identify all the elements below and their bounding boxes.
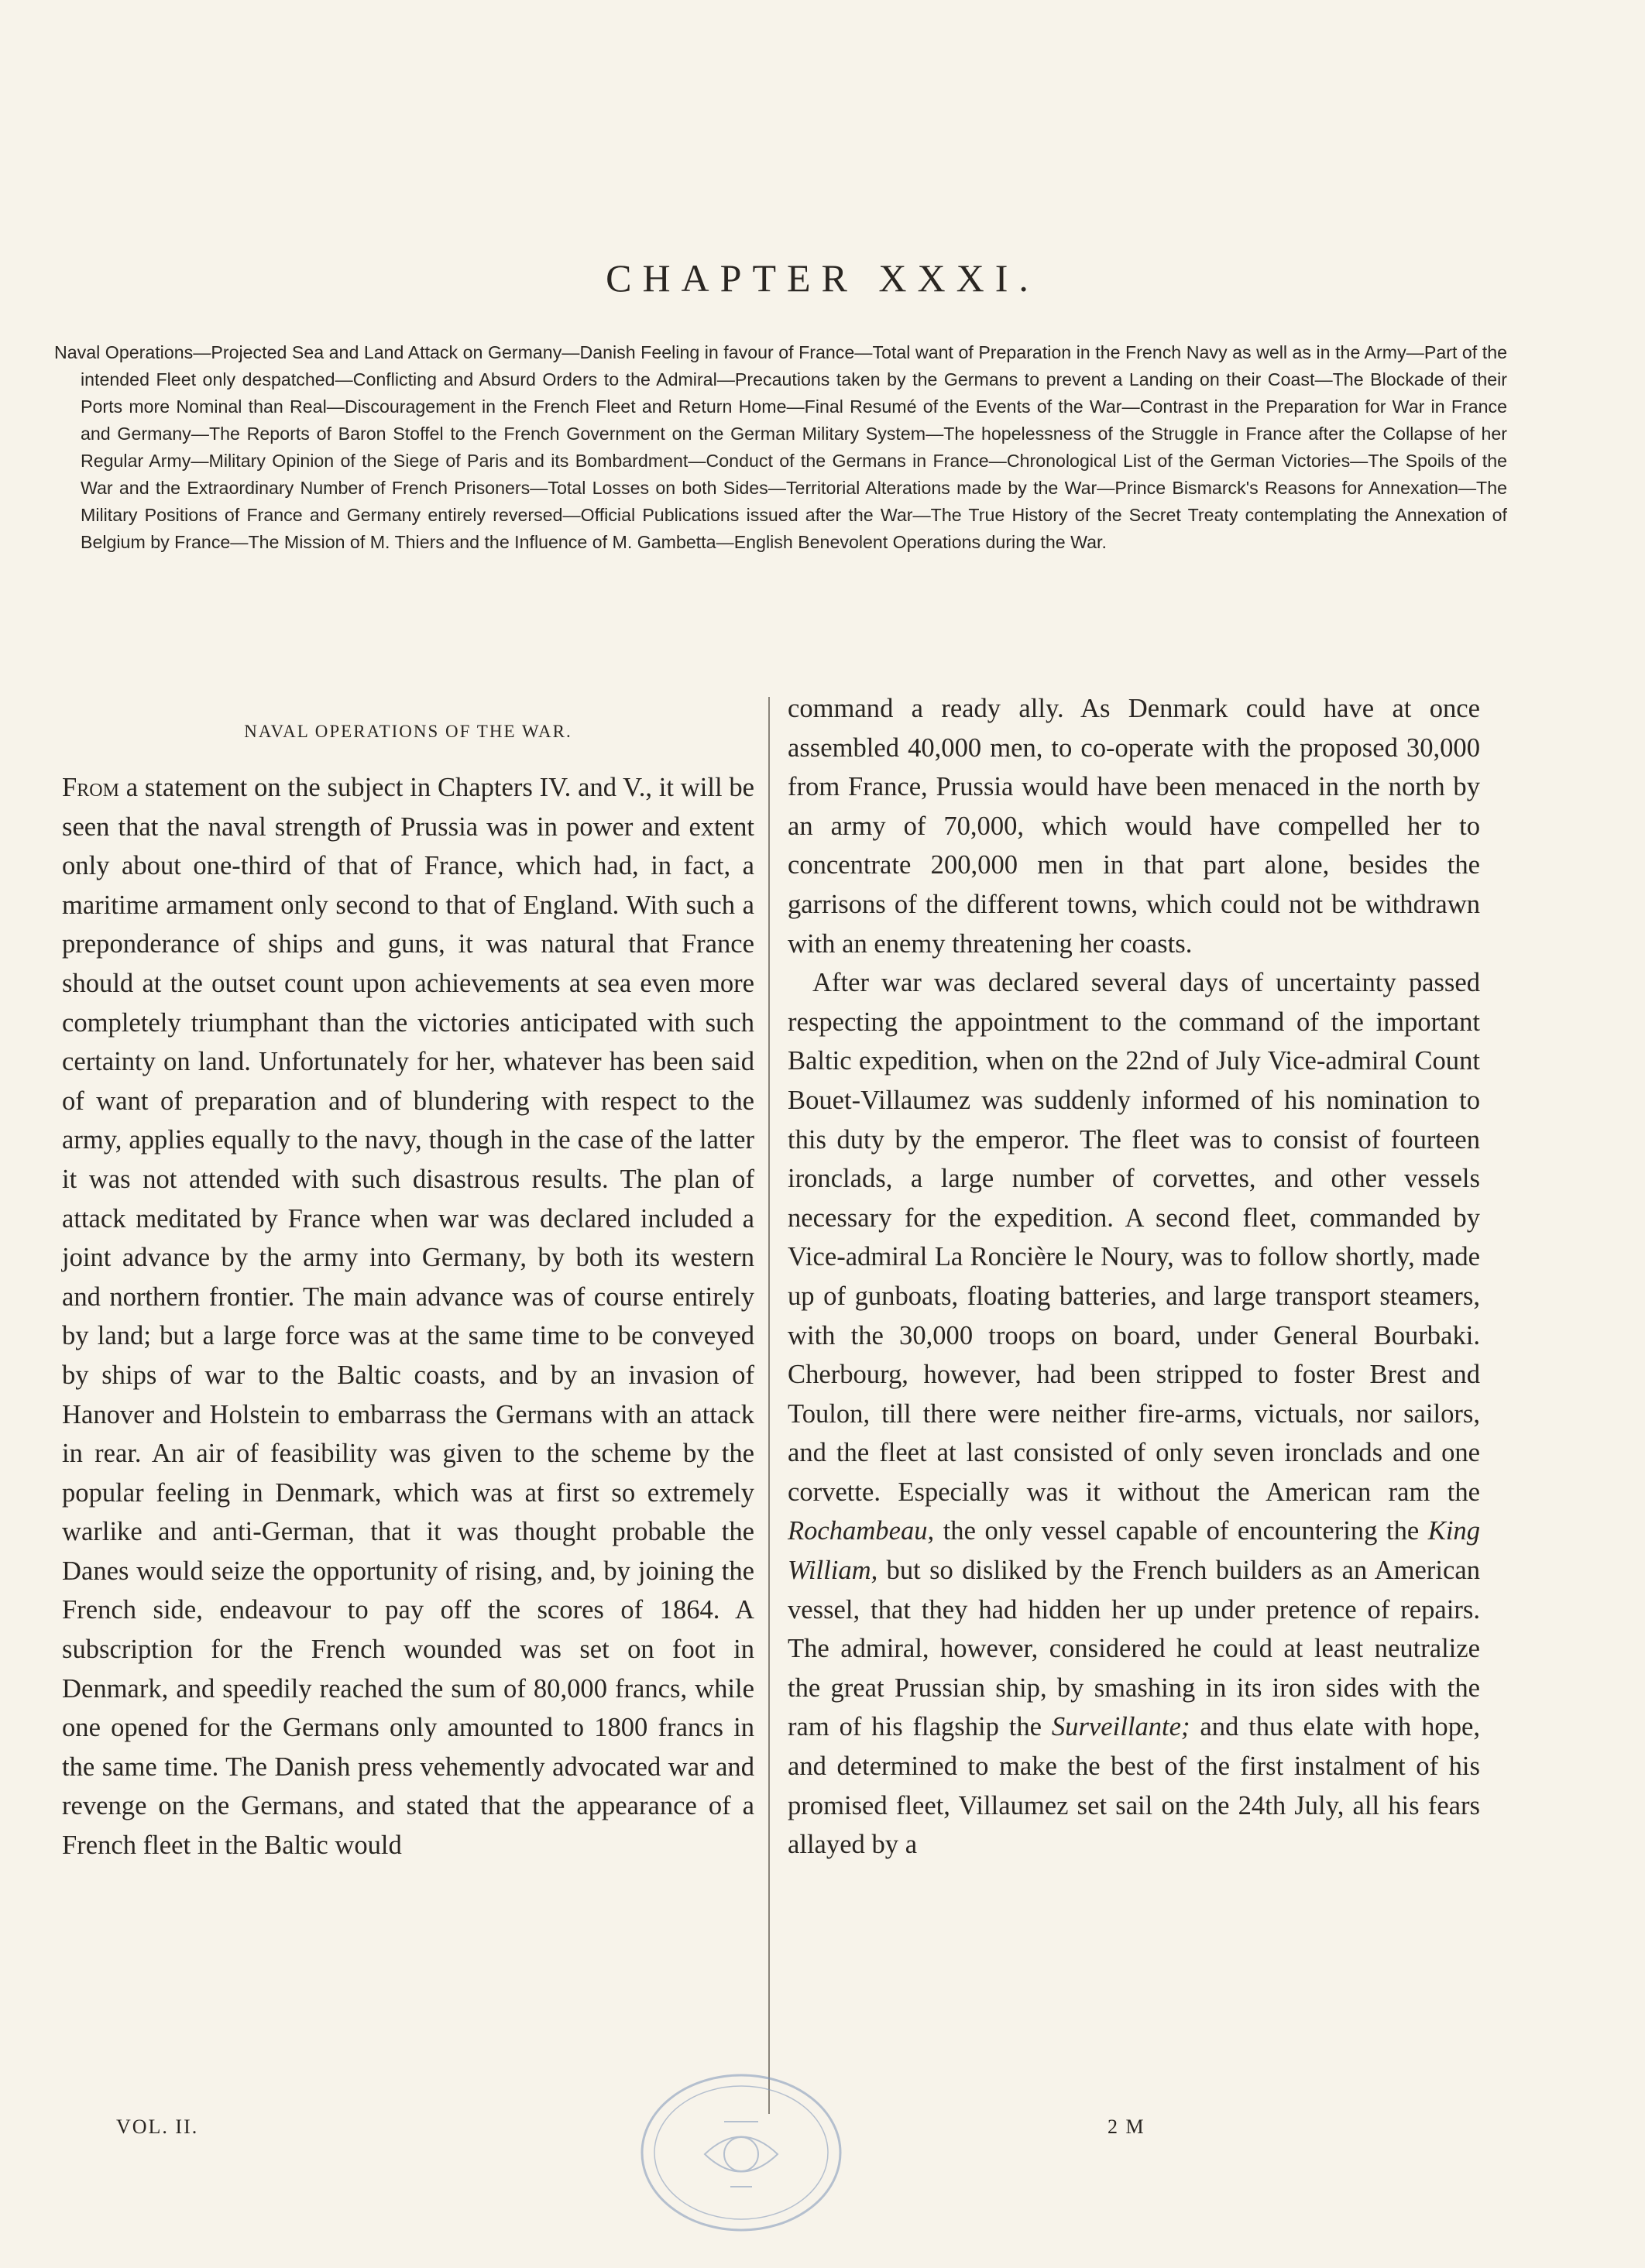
left-column xyxy=(62,689,754,1865)
right-column-paragraph-1: command a ready ally. As Denmark could have at once assembled 40,000 men, to co-operate with the proposed 30,000 from France, Prussia would have been menaced in the north by an army of 70,000, which would have compelled her to concentrate 200,000 men in that part alone, besides the garrisons of the different towns, which could not be withdrawn with an enemy threatening her coasts. xyxy=(788,694,1480,959)
section-heading: NAVAL OPERATIONS OF THE WAR. xyxy=(244,722,572,741)
library-stamp-icon xyxy=(631,2061,852,2239)
right-column-paragraph-2 xyxy=(788,963,1480,1865)
ship-name-rochambeau: Rochambeau, xyxy=(788,1516,935,1546)
right-column xyxy=(788,689,1480,1865)
paragraph-text: After war was declared several days of uncertainty passed respecting the appointment to the command of the important Baltic expedition, when on the 22nd of July Vice-admiral Count Bouet-Villaumez was suddenly informed of his nomination to this duty by the emperor. The fleet was to consist of fourteen ironclads, a large number of corvettes, and other vessels necessary for the expedition. A second fleet, commanded by Vice-admiral La Roncière le Noury, was to follow shortly, made up of gunboats, floating batteries, and large transport steamers, with the 30,000 troops on board, under General Bourbaki. Cherbourg, however, had been stripped to foster Brest and Toulon, till there were neither fire-arms, victuals, nor sailors, and the fleet at last consisted of only seven ironclads and one corvette. Especially was it without the American ram the xyxy=(788,968,1480,1507)
chapter-summary: Naval Operations—Projected Sea and Land Attack on Germany—Danish Feeling in favour of France—Total want of Preparation in the French Navy as well as in the Army—Part of the intended Fleet only despatched—Conflicting and Absurd Orders to the Admiral—Precautions taken by the Germans to prevent a Landing on their Coast—The Blockade of their Ports more Nominal than Real—Discouragement in the French Fleet and Return Home—Final Resumé of the Events of the War—Contrast in the Preparation for War in France and Germany—The Reports of Baron Stoffel to the French Government on the German Military System—The hopelessness of the Struggle in France after the Collapse of her Regular Army—Military Opinion of the Siege of Paris and its Bombardment—Conduct of the Germans in France—Chronological List of the German Victories—The Spoils of the War and the Extraordinary Number of French Prisoners—Total Losses on both Sides—Territorial Alterations made by the War—Prince Bismarck's Reasons for Annexation—The Military Positions of France and Germany entirely reversed—Official Publications issued after the War—The True History of the Secret Treaty contemplating the Annexation of Belgium by France—The Mission of M. Thiers and the Influence of M. Gambetta—English Benevolent Operations during the War. xyxy=(54,342,1507,552)
chapter-title: CHAPTER XXXI. xyxy=(606,256,1039,300)
paragraph-text: but so disliked by the French builders as an American vessel, that they had hidden her up under pretence of repairs. The admiral, however, considered he could at least neutralize the great Prussian ship, by smashing in its iron sides with the ram of his flagship the xyxy=(788,1556,1480,1742)
lead-word: From xyxy=(62,773,119,802)
paragraph-text: and thus elate with hope, and determined to make the best of the first instalment of his promised fleet, Villaumez set sail on the 24th July, all his fears allayed by a xyxy=(788,1712,1480,1860)
ship-name-king-william: King William, xyxy=(788,1516,1480,1586)
volume-label: VOL. II. xyxy=(116,2115,199,2138)
paragraph-text: the only vessel capable of encountering the xyxy=(934,1516,1428,1546)
column-divider xyxy=(768,697,770,2114)
ship-name-surveillante: Surveillante; xyxy=(1051,1712,1190,1742)
signature-mark: 2 M xyxy=(1108,2115,1145,2138)
left-column-paragraph xyxy=(62,768,754,1865)
left-column-text: a statement on the subject in Chapters IV. and V., it will be seen that the naval strength of Prussia was in power and extent only about one-third of that of France, which had, in fact, a maritime armament only second to that of England. With such a preponderance of ships and guns, it was natural that France should at the outset count upon achievements at sea even more completely triumphant than the victories anticipated with such certainty on land. Unfortunately for her, whatever has been said of want of preparation and of blundering with respect to the army, applies equally to the navy, though in the case of the latter it was not attended with such disastrous results. The plan of attack meditated by France when war was declared included a joint advance by the army into Germany, by both its western and northern frontier. The main advance was of course entirely by land; but a large force was at the same time to be conveyed by ships of war to the Baltic coasts, and by an invasion of Hanover and Holstein to embarrass the Germans with an attack in rear. An air of feasibility was given to the scheme by the popular feeling in Denmark, which was at first so extremely warlike and anti-German, that it was thought probable the Danes would seize the opportunity of rising, and, by joining the French side, endeavour to pay off the scores of 1864. A subscription for the French wounded was set on foot in Denmark, and speedily reached the sum of 80,000 francs, while one opened for the Germans only amounted to 1800 francs in the same time. The Danish press vehemently advocated war and revenge on the Germans, and stated that the appearance of a French fleet in the Baltic would xyxy=(62,773,754,1861)
